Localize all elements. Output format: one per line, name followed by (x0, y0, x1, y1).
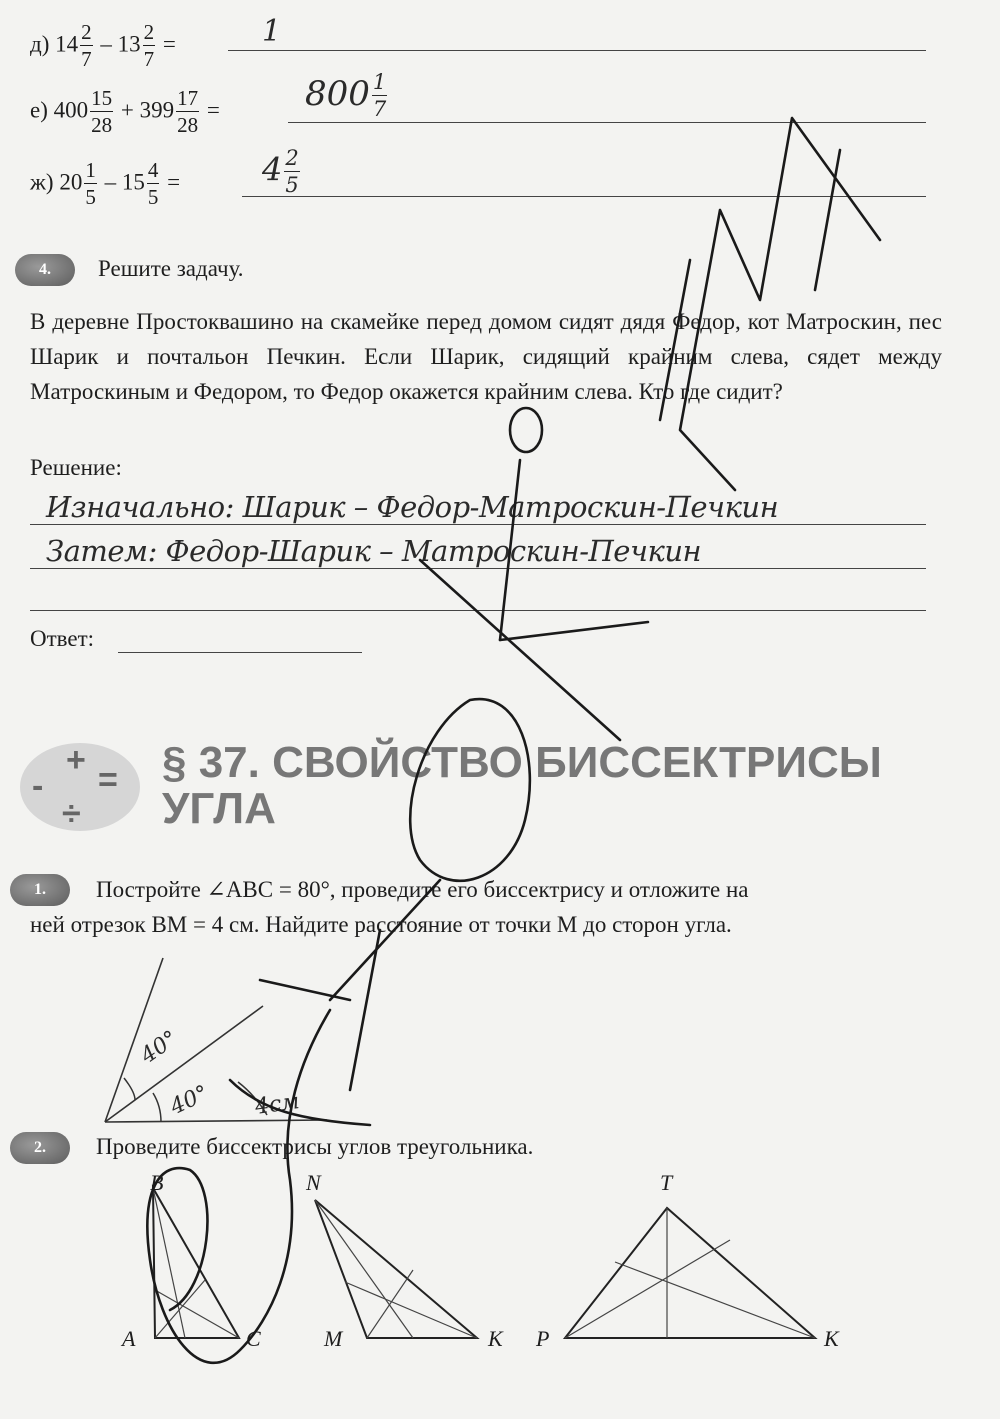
problem-label: д) (30, 31, 50, 57)
section-title: § 37. СВОЙСТВО БИССЕКТРИСЫ УГЛА (162, 738, 882, 833)
svg-text:÷: ÷ (62, 795, 81, 833)
svg-text:=: = (98, 761, 118, 799)
task2-number-badge: 2. (10, 1132, 70, 1164)
svg-text:-: - (32, 767, 44, 805)
vertex-label-t: T (660, 1170, 673, 1195)
vertex-label-c: C (246, 1326, 261, 1351)
solution-label: Решение: (30, 455, 122, 480)
solution-line-1 (30, 524, 926, 525)
problem-zh: ж) 20 $\frac{1}{5}$ – 15 $\frac{4}{5}$ = (30, 158, 181, 209)
task4-text: В деревне Простоквашино на скамейке перед домом сидят дядя Федор, кот Матроскин, пес Шарик и почтальон Печкин. Если Шарик, сидящий крайним слева, сядет между Матроскиным и Федором, то Федор окажется крайним слева. Кто где сидит? (30, 309, 942, 404)
answer-line-e (288, 122, 926, 123)
task1-text-line2: ней отрезок BM = 4 см. Найдите расстояние от точки M до сторон угла. (30, 912, 732, 937)
answer-label: Ответ: (30, 626, 95, 651)
handwritten-answer-zh: 4 $\frac{2}{5}$ (262, 146, 299, 197)
handwritten-answer-d: 1 (262, 14, 282, 49)
svg-text:+: + (66, 741, 86, 779)
segment-label: 4см (253, 1089, 302, 1120)
answer-line-zh (242, 196, 926, 197)
triangle-tpk (555, 1200, 825, 1350)
vertex-label-m: M (324, 1326, 343, 1351)
solution-line-3 (30, 610, 926, 611)
angle-label-bottom: 40° (166, 1080, 213, 1121)
vertex-label-k2: K (824, 1326, 839, 1351)
task2-text: Проведите биссектрисы углов треугольника. (96, 1134, 534, 1159)
vertex-label-a: A (122, 1326, 136, 1351)
solution-handwriting-line2: Затем: Федор-Шарик – Матроскин-Печкин (46, 534, 702, 568)
answer-line-d (228, 50, 926, 51)
vertex-label-b: B (150, 1170, 164, 1195)
task1-number-badge: 1. (10, 874, 70, 906)
handwritten-answer-e: 800 $\frac{1}{7}$ (305, 70, 387, 121)
task4-title: Решите задачу. (98, 256, 244, 281)
math-operations-icon (18, 735, 148, 835)
task1-text: Постройте ∠ABC = 80°, проведите его биссектрису и отложите на (96, 877, 749, 902)
vertex-label-p: P (536, 1326, 550, 1351)
solution-handwriting-line1: Изначально: Шарик – Федор-Матроскин-Печкин (46, 490, 779, 524)
angle-label-top: 40° (136, 1026, 183, 1069)
task4-number-badge: 4. (15, 254, 75, 286)
angle-drawing (95, 950, 395, 1130)
problem-d: д) 14 $\frac{2}{7}$ – 13 $\frac{2}{7}$ = (30, 20, 176, 71)
problem-e: е) 400 $\frac{15}{28}$ + 399 $\frac{17}{28}$ = (30, 86, 220, 137)
solution-line-2 (30, 568, 926, 569)
answer-line (118, 652, 362, 653)
vertex-label-k1: K (488, 1326, 503, 1351)
vertex-label-n: N (306, 1170, 321, 1195)
